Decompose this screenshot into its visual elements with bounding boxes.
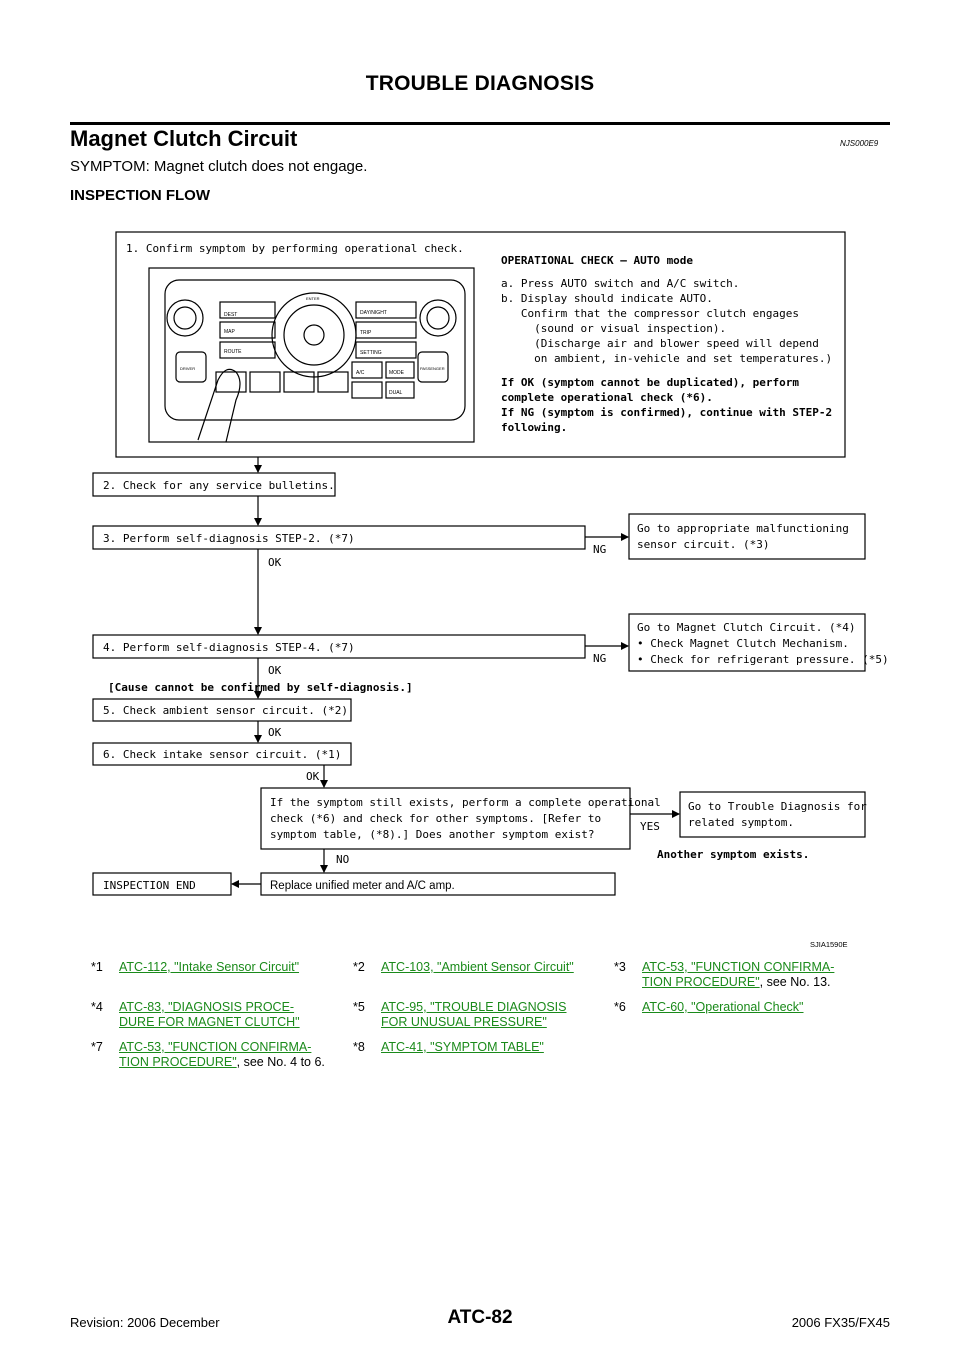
op-check-title: OPERATIONAL CHECK – AUTO mode bbox=[501, 254, 694, 267]
left-dial bbox=[167, 300, 203, 336]
ref-7: *7 ATC-53, "FUNCTION CONFIRMA- TION PROCEDURE", see No. 4 to 6. bbox=[91, 1040, 325, 1069]
ref-6: *6 ATC-60, "Operational Check" bbox=[614, 1000, 804, 1014]
panel-label-map: MAP bbox=[224, 329, 235, 335]
step4-ok-label: OK bbox=[268, 664, 282, 677]
ref-3: *3 ATC-53, "FUNCTION CONFIRMA- TION PROCEDURE", see No. 13. bbox=[614, 960, 835, 989]
ref-3-link[interactable]: ATC-53, "FUNCTION CONFIRMA- bbox=[642, 960, 835, 974]
panel-label-dual: DUAL bbox=[389, 390, 403, 396]
ref-4-link-cont[interactable]: DURE FOR MAGNET CLUTCH" bbox=[119, 1015, 300, 1029]
step7-line-3: symptom table, (*8).] Does another symptom exist? bbox=[270, 828, 595, 841]
step4-ng-line-3: • Check for refrigerant pressure. (*5) bbox=[637, 653, 889, 666]
inspection-flow-heading: INSPECTION FLOW bbox=[70, 187, 210, 204]
panel-label-ac: A/C bbox=[356, 370, 365, 376]
ref-5-link[interactable]: ATC-95, "TROUBLE DIAGNOSIS bbox=[381, 1000, 567, 1014]
panel-label-dest: DEST bbox=[224, 312, 238, 318]
op-result-1: If OK (symptom cannot be duplicated), perform bbox=[501, 376, 800, 389]
footer-revision: Revision: 2006 December bbox=[70, 1315, 220, 1330]
step3-ng-label: NG bbox=[593, 543, 607, 556]
yes-box-line-2: related symptom. bbox=[688, 816, 794, 829]
op-line-1: a. Press AUTO switch and A/C switch. bbox=[501, 277, 740, 290]
ref-2-link[interactable]: ATC-103, "Ambient Sensor Circuit" bbox=[381, 960, 574, 974]
ref-7-link-cont[interactable]: TION PROCEDURE" bbox=[119, 1055, 237, 1069]
step6-text: 6. Check intake sensor circuit. (*1) bbox=[103, 748, 342, 761]
panel-label-day-night: DAY/NIGHT bbox=[360, 310, 387, 316]
ref-1-link[interactable]: ATC-112, "Intake Sensor Circuit" bbox=[119, 960, 300, 974]
panel-face bbox=[165, 280, 465, 420]
ref-7-link[interactable]: ATC-53, "FUNCTION CONFIRMA- bbox=[119, 1040, 312, 1054]
ref-4-link[interactable]: ATC-83, "DIAGNOSIS PROCE- bbox=[119, 1000, 295, 1014]
panel-label-trip: TRIP bbox=[360, 330, 372, 336]
symptom-text: SYMPTOM: Magnet clutch does not engage. bbox=[70, 158, 368, 175]
step7-line-2: check (*6) and check for other symptoms. [Refer to bbox=[270, 812, 602, 825]
footer-model: 2006 FX35/FX45 bbox=[791, 1315, 890, 1330]
op-result-2: complete operational check (*6). bbox=[501, 391, 713, 404]
figure-id: SJIA1590E bbox=[810, 940, 848, 949]
joystick-ring bbox=[272, 293, 356, 377]
step3-ng-box bbox=[629, 514, 865, 559]
step3-ng-line-1: Go to appropriate malfunctioning bbox=[637, 522, 849, 535]
step1-text: 1. Confirm symptom by performing operational check. bbox=[126, 242, 464, 255]
op-result-3: If NG (symptom is confirmed), continue with STEP-2 bbox=[501, 406, 833, 419]
ref-1: *1 ATC-112, "Intake Sensor Circuit" bbox=[91, 960, 300, 974]
step2-text: 2. Check for any service bulletins. bbox=[103, 479, 335, 492]
yes-box bbox=[680, 792, 865, 837]
step5-ok-label: OK bbox=[268, 726, 282, 739]
control-panel-illustration bbox=[149, 268, 474, 442]
finger-illustration bbox=[198, 369, 240, 442]
ref-2: *2 ATC-103, "Ambient Sensor Circuit" bbox=[353, 960, 574, 974]
another-symptom-note: Another symptom exists. bbox=[657, 848, 810, 861]
yes-box-line-1: Go to Trouble Diagnosis for bbox=[688, 800, 867, 813]
step4-ng-line-1: Go to Magnet Clutch Circuit. (*4) bbox=[637, 621, 856, 634]
panel-label-route: ROUTE bbox=[224, 349, 242, 355]
right-dial bbox=[420, 300, 456, 336]
step6-ok-label: OK bbox=[306, 770, 320, 783]
op-line-4: (sound or visual inspection). bbox=[501, 322, 727, 335]
op-line-5: (Discharge air and blower speed will depend bbox=[501, 337, 819, 350]
no-label: NO bbox=[336, 853, 350, 866]
step3-ng-line-2: sensor circuit. (*3) bbox=[637, 538, 770, 551]
ref-8: *8 ATC-41, "SYMPTOM TABLE" bbox=[353, 1040, 544, 1054]
op-line-3: Confirm that the compressor clutch engages bbox=[501, 307, 800, 320]
step4-ng-line-2: • Check Magnet Clutch Mechanism. bbox=[637, 637, 849, 650]
step3-ok-label: OK bbox=[268, 556, 282, 569]
replace-text: Replace unified meter and A/C amp. bbox=[270, 880, 455, 892]
ref-5: *5 ATC-95, "TROUBLE DIAGNOSIS FOR UNUSUAL PRESSURE" bbox=[353, 1000, 567, 1029]
step5-text: 5. Check ambient sensor circuit. (*2) bbox=[103, 704, 349, 717]
ref-8-link[interactable]: ATC-41, "SYMPTOM TABLE" bbox=[381, 1040, 544, 1054]
ref-5-link-cont[interactable]: FOR UNUSUAL PRESSURE" bbox=[381, 1015, 547, 1029]
inspection-end-text: INSPECTION END bbox=[103, 879, 196, 892]
ref-4: *4 ATC-83, "DIAGNOSIS PROCE- DURE FOR MAGNET CLUTCH" bbox=[91, 1000, 300, 1029]
page-header: TROUBLE DIAGNOSIS bbox=[365, 72, 595, 95]
panel-label-mode: MODE bbox=[389, 370, 404, 376]
cause-note: [Cause cannot be confirmed by self-diagnosis.] bbox=[108, 681, 413, 694]
yes-label: YES bbox=[640, 820, 660, 833]
ref-6-link[interactable]: ATC-60, "Operational Check" bbox=[642, 1000, 804, 1014]
step4-ng-label: NG bbox=[593, 652, 607, 665]
step4-text: 4. Perform self-diagnosis STEP-4. (*7) bbox=[103, 641, 355, 654]
footer-page-number: ATC-82 bbox=[447, 1307, 513, 1328]
section-title: Magnet Clutch Circuit bbox=[70, 126, 298, 151]
op-result-4: following. bbox=[501, 421, 568, 434]
section-code: NJS000E9 bbox=[840, 139, 879, 148]
ref-3-link-cont[interactable]: TION PROCEDURE" bbox=[642, 975, 760, 989]
panel-label-passenger: PASSENGER bbox=[420, 366, 445, 371]
panel-label-driver: DRIVER bbox=[180, 366, 196, 371]
op-line-6: on ambient, in-vehicle and set temperatures.) bbox=[501, 352, 833, 365]
panel-label-enter: ENTER bbox=[306, 296, 320, 301]
op-line-2: b. Display should indicate AUTO. bbox=[501, 292, 713, 305]
panel-label-setting: SETTING bbox=[360, 350, 382, 356]
step3-text: 3. Perform self-diagnosis STEP-2. (*7) bbox=[103, 532, 355, 545]
step7-line-1: If the symptom still exists, perform a complete operational bbox=[270, 796, 661, 809]
